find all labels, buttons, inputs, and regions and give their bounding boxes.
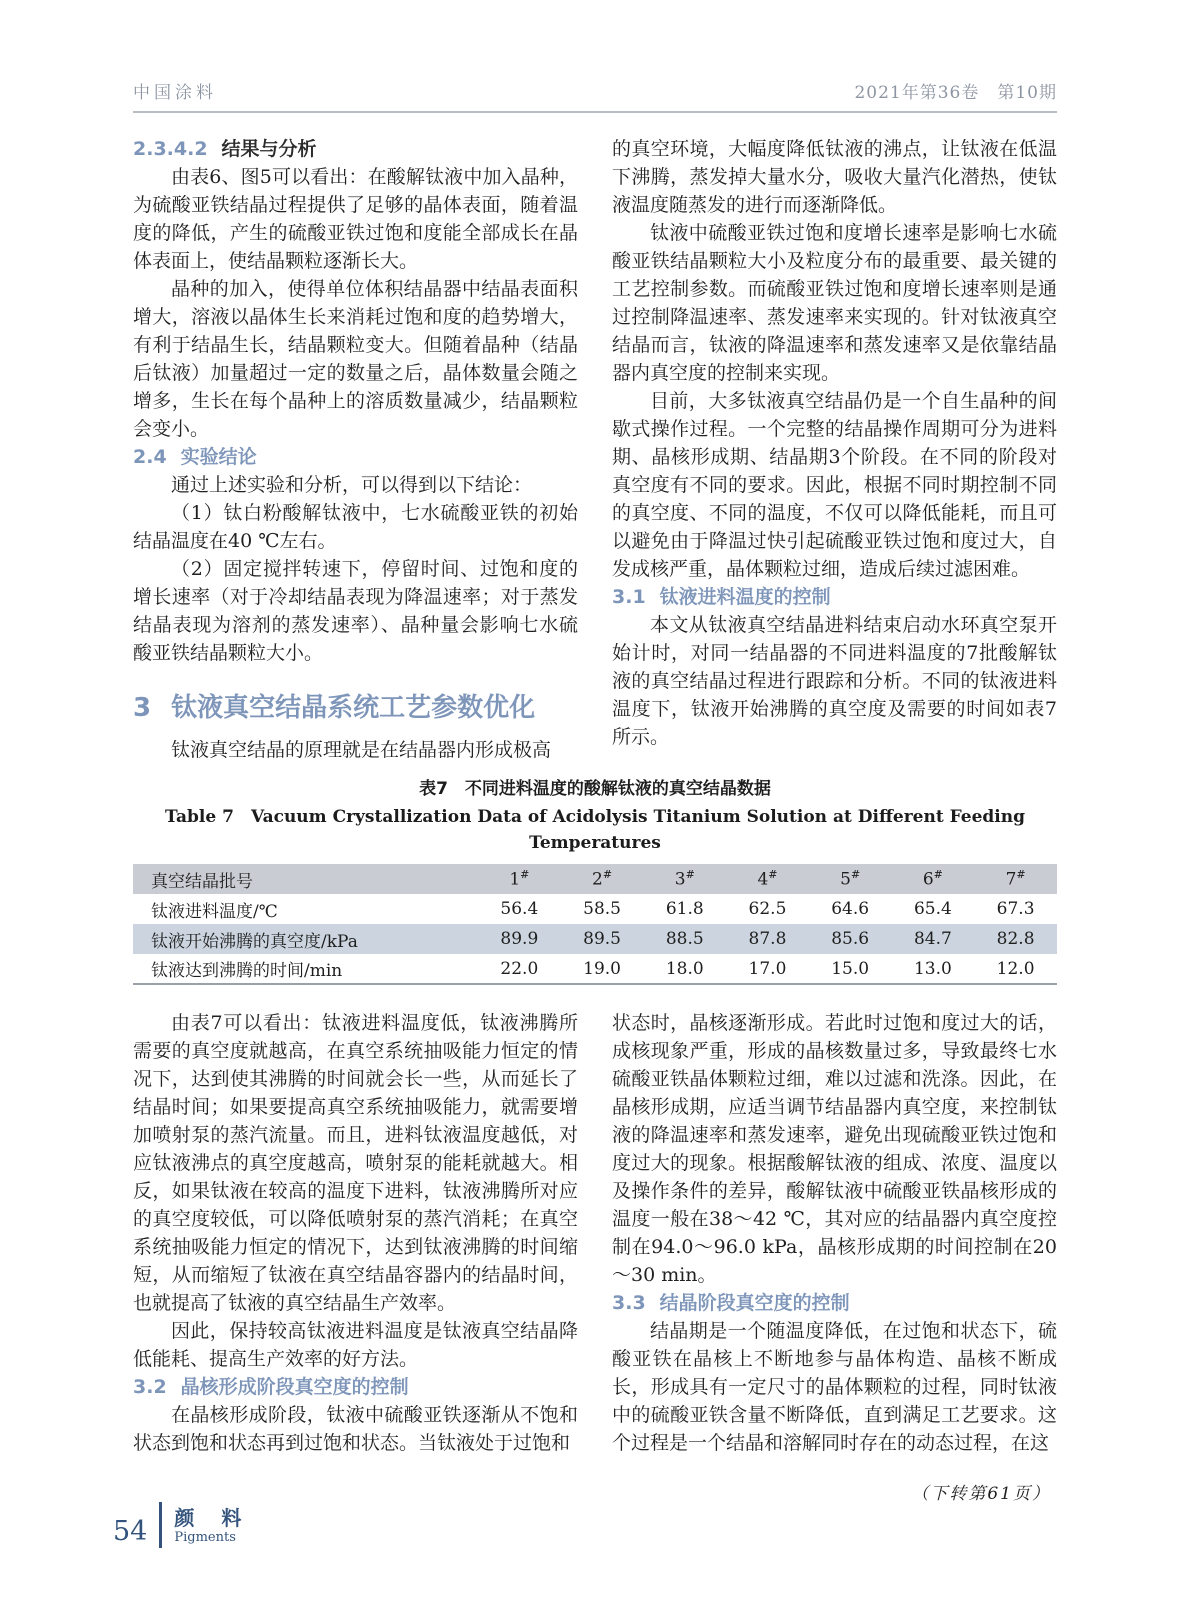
table-cell: 84.7 bbox=[892, 924, 975, 954]
page-number: 54 bbox=[113, 1515, 148, 1547]
table-cell: 62.5 bbox=[748, 899, 787, 919]
heading-title: 结晶阶段真空度的控制 bbox=[659, 1292, 850, 1314]
paragraph: 目前，大多钛液真空结晶仍是一个自生晶种的间歇式操作过程。一个完整的结晶操作周期可分为进料期、晶核形成期、结晶期3个阶段。在不同的阶段对真空度有不同的要求。因此，根据不同时期控制不同的真空度、不同的温度，不仅可以降低能耗，而且可以避免由于降温过快引起硫酸亚铁过饱和度过大，自发成核严重，晶体颗粒过细，造成后续过滤困难。 bbox=[612, 390, 1057, 580]
paragraph: 由表6、图5可以看出：在酸解钛液中加入晶种，为硫酸亚铁结晶过程提供了足够的晶体表面，随着温度的降低，产生的硫酸亚铁过饱和度能全部成长在晶体表面上，使结晶颗粒逐渐长大。 bbox=[133, 166, 578, 272]
table-cell: 64.6 bbox=[831, 899, 870, 919]
table-cell: 12.0 bbox=[996, 958, 1035, 979]
table-row-label: 钛液进料温度/℃ bbox=[151, 901, 278, 922]
table-cell: 19.0 bbox=[583, 958, 621, 979]
paragraph: 的真空环境，大幅度降低钛液的沸点，让钛液在低温下沸腾，蒸发掉大量水分，吸收大量汽化潜热，使钛液温度随蒸发的进行而逐渐降低。 bbox=[612, 138, 1057, 216]
paragraph: （1）钛白粉酸解钛液中，七水硫酸亚铁的初始结晶温度在40 ℃左右。 bbox=[133, 502, 578, 552]
heading-number: 2.3.4.2 bbox=[133, 138, 208, 160]
heading-title: 钛液进料温度的控制 bbox=[659, 586, 831, 608]
heading-number: 3 bbox=[133, 693, 152, 723]
table7-section bbox=[133, 776, 1057, 985]
table-row-label: 钛液达到沸腾的时间/min bbox=[151, 961, 343, 981]
table-cell: 87.8 bbox=[726, 924, 809, 954]
table-cell: 88.5 bbox=[643, 924, 726, 954]
table-row bbox=[133, 954, 1057, 984]
table-cell: 67.3 bbox=[996, 899, 1035, 919]
paragraph: 在晶核形成阶段，钛液中硫酸亚铁逐渐从不饱和状态到饱和状态再到过饱和状态。当钛液处于过饱和 bbox=[133, 1404, 578, 1454]
table-cell: 13.0 bbox=[913, 958, 952, 979]
table7-title-cn: 表7 不同进料温度的酸解钛液的真空结晶数据 bbox=[419, 779, 771, 799]
table-cell: 6# bbox=[892, 864, 975, 894]
footer-section-label bbox=[174, 1506, 251, 1545]
table-cell: 89.5 bbox=[561, 924, 644, 954]
bottom-section bbox=[133, 1009, 1057, 1504]
table-cell: 82.8 bbox=[974, 924, 1057, 954]
table-row-label: 真空结晶批号 bbox=[133, 864, 478, 894]
heading-number: 3.1 bbox=[612, 586, 646, 608]
table-cell: 56.4 bbox=[500, 899, 539, 919]
left-column-top bbox=[133, 135, 578, 764]
heading-number: 3.3 bbox=[612, 1292, 646, 1314]
footer-divider-bar bbox=[159, 1502, 162, 1548]
table-cell: 1# bbox=[478, 864, 561, 894]
paragraph: 状态时，晶核逐渐形成。若此时过饱和度过大的话，成核现象严重，形成的晶核数量过多，导致最终七水硫酸亚铁晶体颗粒过细，难以过滤和洗涤。因此，在晶核形成期，应适当调节结晶器内真空度，来控制钛液的降温速率和蒸发速率，避免出现硫酸亚铁过饱和度过大的现象。根据酸解钛液的组成、浓度、温度以及操作条件的差异，酸解钛液中硫酸亚铁晶核形成的温度一般在38～42 ℃，其对应的结晶器内真空度控制在94.0～96.0 kPa，晶核形成期的时间控制在20～30 min。 bbox=[612, 1012, 1057, 1286]
footer-label-cn: 颜 料 bbox=[174, 1505, 252, 1530]
table-row bbox=[133, 894, 1057, 924]
table-cell: 58.5 bbox=[583, 899, 621, 919]
heading-3-1 bbox=[612, 583, 1057, 611]
heading-number: 2.4 bbox=[133, 446, 167, 468]
heading-title: 晶核形成阶段真空度的控制 bbox=[180, 1376, 409, 1398]
paragraph: 由表7可以看出：钛液进料温度低，钛液沸腾所需要的真空度就越高，在真空系统抽吸能力恒定的情况下，达到使其沸腾的时间就会长一些，从而延长了结晶时间；如果要提高真空系统抽吸能力，就需要增加喷射泵的蒸汽流量。而且，进料钛液温度越低，对应钛液沸点的真空度越高，喷射泵的能耗就越大。相反，如果钛液在较高的温度下进料，钛液沸腾所对应的真空度较低，可以降低喷射泵的蒸汽消耗；在真空系统抽吸能力恒定的情况下，达到钛液沸腾的时间缩短，从而缩短了钛液在真空结晶容器内的结晶时间，也就提高了钛液的真空结晶生产效率。 bbox=[133, 1012, 578, 1314]
paragraph: 钛液中硫酸亚铁过饱和度增长速率是影响七水硫酸亚铁结晶颗粒大小及粒度分布的最重要、最关键的工艺控制参数。而硫酸亚铁过饱和度增长速率则是通过控制降温速率、蒸发速率来实现的。针对钛液真空结晶而言，钛液的降温速率和蒸发速率又是依靠结晶器内真空度的控制来实现。 bbox=[612, 222, 1057, 384]
heading-title: 结果与分析 bbox=[221, 138, 317, 160]
heading-3-3 bbox=[612, 1289, 1057, 1317]
table-row bbox=[133, 924, 1057, 954]
table7-title-en: Table 7 Vacuum Crystallization Data of Acidolysis Titanium Solution at Different Feeding Temperatures bbox=[165, 807, 1025, 853]
paragraph: （2）固定搅拌转速下，停留时间、过饱和度的增长速率（对于冷却结晶表现为降温速率；对于蒸发结晶表现为溶剂的蒸发速率）、晶种量会影响七水硫酸亚铁结晶颗粒大小。 bbox=[133, 558, 578, 664]
heading-number: 3.2 bbox=[133, 1376, 167, 1398]
paragraph: 晶种的加入，使得单位体积结晶器中结晶表面积增大，溶液以晶体生长来消耗过饱和度的趋势增大，有利于结晶生长，结晶颗粒变大。但随着晶种（结晶后钛液）加量超过一定的数量之后，晶体数量会随之增多，生长在每个晶种上的溶质数量减少，结晶颗粒会变小。 bbox=[133, 278, 578, 440]
journal-name: 中国涂料 bbox=[133, 83, 217, 103]
table-cell: 85.6 bbox=[809, 924, 892, 954]
paragraph: 因此，保持较高钛液进料温度是钛液真空结晶降低能耗、提高生产效率的好方法。 bbox=[133, 1320, 578, 1370]
paragraph: 钛液真空结晶的原理就是在结晶器内形成极高 bbox=[171, 739, 552, 761]
page-header bbox=[133, 78, 1057, 113]
top-section bbox=[133, 135, 1057, 764]
footer-label-en: Pigments bbox=[174, 1529, 236, 1545]
table-cell: 89.9 bbox=[478, 924, 561, 954]
table-cell: 18.0 bbox=[665, 958, 704, 979]
right-column-bottom bbox=[612, 1009, 1057, 1504]
heading-title: 钛液真空结晶系统工艺参数优化 bbox=[171, 693, 536, 723]
table7 bbox=[133, 864, 1057, 985]
table-cell: 22.0 bbox=[500, 958, 539, 979]
table-cell: 3# bbox=[643, 864, 726, 894]
right-column-top bbox=[612, 135, 1057, 764]
table-cell: 2# bbox=[561, 864, 644, 894]
table-cell: 61.8 bbox=[665, 899, 704, 919]
continuation-note: （下转第61页） bbox=[911, 1484, 1051, 1504]
paragraph: 通过上述实验和分析，可以得到以下结论： bbox=[171, 474, 533, 496]
table-row-label: 钛液开始沸腾的真空度/kPa bbox=[133, 924, 478, 954]
table-cell: 15.0 bbox=[831, 958, 870, 979]
heading-3-2 bbox=[133, 1373, 578, 1401]
issue-info: 2021年第36卷 第10期 bbox=[854, 83, 1057, 103]
heading-3 bbox=[133, 687, 578, 724]
left-column-bottom bbox=[133, 1009, 578, 1504]
table-cell: 17.0 bbox=[748, 958, 787, 979]
table-cell: 65.4 bbox=[913, 899, 952, 919]
paragraph: 结晶期是一个随温度降低，在过饱和状态下，硫酸亚铁在晶核上不断地参与晶体构造、晶核不断成长，形成具有一定尺寸的晶体颗粒的过程，同时钛液中的硫酸亚铁含量不断降低，直到满足工艺要求。这个过程是一个结晶和溶解同时存在的动态过程，在这 bbox=[612, 1320, 1057, 1454]
heading-2-4 bbox=[133, 443, 578, 471]
heading-2-3-4-2 bbox=[133, 135, 578, 163]
page-footer bbox=[113, 1502, 251, 1548]
table-cell: 7# bbox=[974, 864, 1057, 894]
table-cell: 5# bbox=[809, 864, 892, 894]
heading-title: 实验结论 bbox=[180, 446, 257, 468]
table-header-row bbox=[133, 864, 1057, 894]
paragraph: 本文从钛液真空结晶进料结束启动水环真空泵开始计时，对同一结晶器的不同进料温度的7批酸解钛液的真空结晶过程进行跟踪和分析。不同的钛液进料温度下，钛液开始沸腾的真空度及需要的时间如表7所示。 bbox=[612, 614, 1057, 748]
table-cell: 4# bbox=[726, 864, 809, 894]
